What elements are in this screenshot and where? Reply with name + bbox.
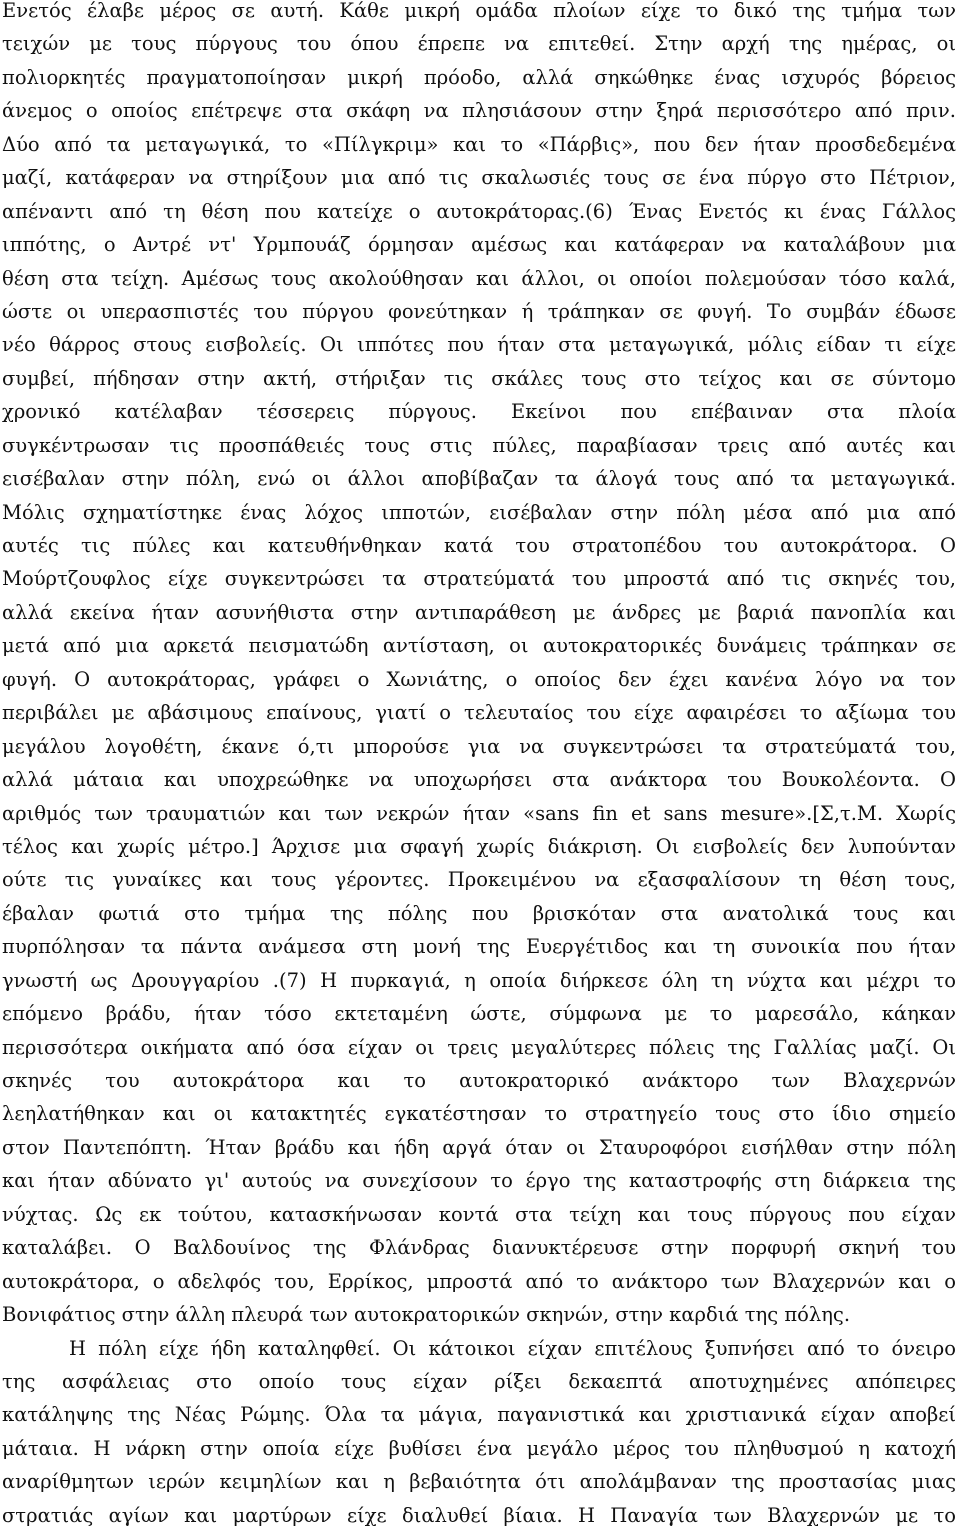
text-line: άνεμος ο οποίος επέτρεψε στα σκάφη να πλησιάσουν στην ξηρά περισσότερο από πριν. [2,99,956,123]
text-line: μάταια. Η νάρκη στην οποία είχε βυθίσει ένα μεγάλο μέρος του πληθυσμού η κατοχή [2,1436,956,1460]
text-line: επόμενο βράδυ, ήταν τόσο εκτεταμένη ώστε, σύμφωνα με το μαρεσάλο, κάηκαν [2,1002,956,1026]
text-line: λεηλατήθηκαν και οι κατακτητές εγκατέστησαν το στρατηγείο τους στο ίδιο σημείο [2,1102,956,1126]
text-line: αριθμός των τραυματιών και των νεκρών ήταν «sans fin et sans mesure».[Σ,τ.Μ. Χωρίς [2,801,956,825]
text-line: πολιορκητές πραγματοποίησαν μικρή πρόοδο, αλλά σηκώθηκε ένας ισχυρός βόρειος [2,65,956,89]
text-line: γνωστή ως Δρουγγαρίου .(7) Η πυρκαγιά, η οποία διήρκεσε όλη τη νύχτα και μέχρι το [2,968,956,992]
text-line: περιβάλει με αβάσιμους επαίνους, γιατί ο τελευταίος του είχε αφαιρέσει το αξίωμα του [2,701,956,725]
text-line: ιππότης, ο Αντρέ ντ' Υρμπουάζ όρμησαν αμέσως και κατάφεραν να καταλάβουν μια [2,233,956,257]
text-line: απέναντι από τη θέση που κατείχε ο αυτοκράτορας.(6) Ένας Ενετός κι ένας Γάλλος [2,199,956,223]
text-line: κατάληψης της Νέας Ρώμης. Όλα τα μάγια, παγανιστικά και χριστιανικά είχαν αποβεί [2,1403,956,1427]
text-line: μετά από μια αρκετά πεισματώδη αντίσταση, οι αυτοκρατορικές δυνάμεις τράπηκαν σε [2,634,956,658]
text-line: σκηνές του αυτοκράτορα και το αυτοκρατορικό ανάκτορο των Βλαχερνών [2,1069,956,1092]
text-line: νύχτας. Ως εκ τούτου, κατασκήνωσαν κοντά στα τείχη και τους πύργους που είχαν [2,1202,956,1226]
text-line: Ενετός έλαβε μέρος σε αυτή. Κάθε μικρή ομάδα πλοίων είχε το δικό της τμήμα των [2,0,956,22]
text-line: περισσότερα οικήματα από όσα είχαν οι τρεις μεγαλύτερες πόλεις της Γαλλίας μαζί. Οι [2,1035,956,1059]
text-line: εισέβαλαν στην πόλη, ενώ οι άλλοι αποβίβαζαν τα άλογά τους από τα μεταγωγικά. [2,467,956,491]
paragraph-end-line: Βονιφάτιος στην άλλη πλευρά των αυτοκρατορικών σκηνών, στην καρδιά της πόλης. [2,1303,851,1327]
paragraph-start-line: Η πόλη είχε ήδη καταληφθεί. Οι κάτοικοι είχαν επιτέλους ξυπνήσει από το όνειρο [69,1336,956,1360]
text-line: τειχών με τους πύργους του όπου έπρεπε να επιτεθεί. Στην αρχή της ημέρας, οι [2,32,956,56]
text-line: τέλος και χωρίς μέτρο.] Άρχισε μια σφαγή χωρίς διάκριση. Οι εισβολείς δεν λυπούνταν [2,834,956,858]
text-line: έβαλαν φωτιά στο τμήμα της πόλης που βρισκόταν στα ανατολικά τους και [2,901,956,925]
text-line: χρονικό κατέλαβαν τέσσερεις πύργους. Εκείνοι που επέβαιναν στα πλοία [2,400,956,424]
text-line: μαζί, κατάφεραν να στηρίξουν μια από τις σκαλωσιές τους σε ένα πύργο στο Πέτριον, [2,166,956,190]
text-line: καταλάβει. Ο Βαλδουίνος της Φλάνδρας διανυκτέρευσε στην πορφυρή σκηνή του [2,1236,956,1260]
text-line: αναρίθμητων ιερών κειμηλίων και η βεβαιότητα ότι απολάμβαναν της προστασίας μιας [2,1470,956,1494]
text-line: νέο θάρρος στους εισβολείς. Οι ιππότες που ήταν στα μεταγωγικά, μόλις είδαν τι είχε [2,333,956,357]
text-line: Μούρτζουφλος είχε συγκεντρώσει τα στρατεύματά του μπροστά από τις σκηνές του, [2,567,956,591]
text-line: στρατιάς αγίων και μαρτύρων είχε διαλυθεί βίαια. Η Παναγία των Βλαχερνών με το [2,1503,956,1527]
text-line: στον Παντεπόπτη. Ήταν βράδυ και ήδη αργά όταν οι Σταυροφόροι εισήλθαν στην πόλη [2,1135,956,1159]
text-line: Μόλις σχηματίστηκε ένας λόχος ιπποτών, εισέβαλαν στην πόλη μέσα από μια από [2,500,956,524]
text-line: συμβεί, πήδησαν στην ακτή, στήριξαν τις σκάλες τους στο τείχος και σε σύντομο [2,366,956,390]
text-line: αυτές τις πύλες και κατευθήνθηκαν κατά του στρατοπέδου του αυτοκράτορα. Ο [2,534,956,557]
text-line: Δύο από τα μεταγωγικά, το «Πίλγκριμ» και το «Πάρβις», που δεν ήταν προσδεδεμένα [2,132,956,156]
text-line: πυρπόλησαν τα πάντα ανάμεσα στη μονή της Ευεργέτιδος και τη συνοικία που ήταν [2,935,956,959]
text-line: της ασφάλειας στο οποίο τους είχαν ρίξει δεκαεπτά αποτυχημένες απόπειρες [2,1369,956,1393]
document-page [2,0,956,1527]
text-line: φυγή. Ο αυτοκράτορας, γράφει ο Χωνιάτης, ο οποίος δεν έχει κανένα λόγο να τον [2,667,956,691]
text-line: και ήταν αδύνατο γι' αυτούς να συνεχίσουν το έργο της καταστροφής στη διάρκεια της [2,1169,956,1193]
text-line: θέση στα τείχη. Αμέσως τους ακολούθησαν και άλλοι, οι οποίοι πολεμούσαν τόσο καλά, [2,266,956,290]
text-line: ούτε τις γυναίκες και τους γέροντες. Προκειμένου να εξασφαλίσουν τη θέση τους, [2,868,956,892]
text-line: αλλά εκείνα ήταν ασυνήθιστα στην αντιπαράθεση με άνδρες με βαριά πανοπλία και [2,600,956,624]
text-line: αυτοκράτορα, ο αδελφός του, Ερρίκος, μπροστά από το ανάκτορο των Βλαχερνών και ο [2,1269,956,1293]
text-line: μεγάλου λογοθέτη, έκανε ό,τι μπορούσε για να συγκεντρώσει τα στρατεύματά του, [2,734,956,758]
text-line: αλλά μάταια και υποχρεώθηκε να υποχωρήσει στα ανάκτορα του Βουκολέοντα. Ο [2,768,956,792]
text-line: ώστε οι υπερασπιστές του πύργου φονεύτηκαν ή τράπηκαν σε φυγή. Το συμβάν έδωσε [2,299,956,323]
text-line: συγκέντρωσαν τις προσπάθειές τους στις πύλες, παραβίασαν τρεις από αυτές και [2,433,956,457]
